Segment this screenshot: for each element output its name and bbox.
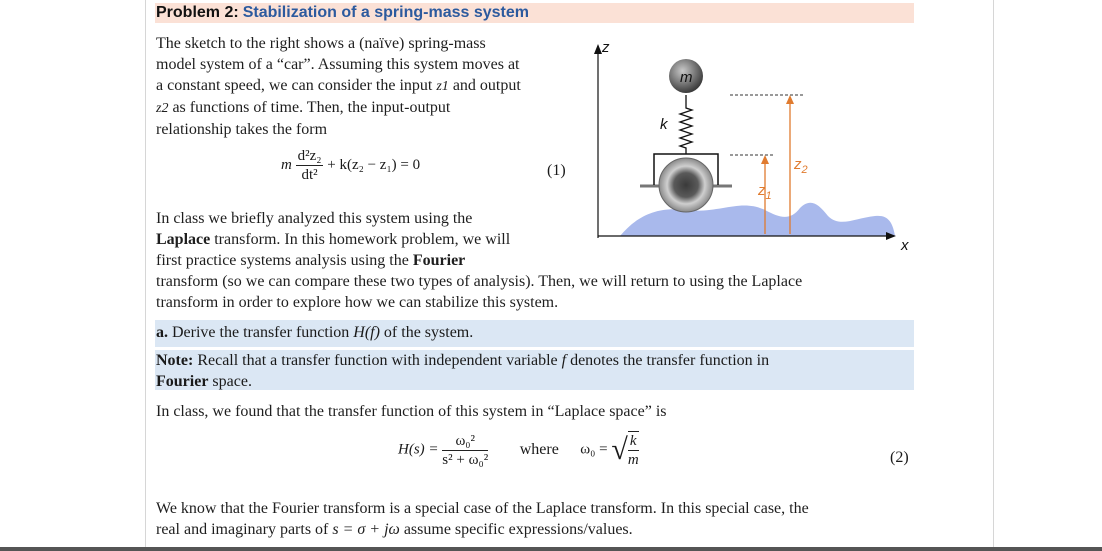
road-surface [620,203,895,236]
problem-number: Problem 2: [156,4,239,21]
z2-arrowhead-icon [786,95,794,104]
note-box [155,350,914,390]
z1-label: $z_1$ [758,182,772,202]
eq2-sqrt-fraction: $\frac{k}{m}$ [627,433,639,468]
right-page-edge [993,0,994,551]
intro-line: model system of a “car”. Assuming this system moves at [156,56,520,73]
var-z1: z1 [436,79,449,94]
eq1-mass: m [281,156,292,173]
eq2-where: where [519,441,559,458]
equation-2-number: (2) [890,449,909,466]
intro-line: The sketch to the right shows a (naïve) spring-mass [156,35,486,52]
part-a-box [155,320,914,347]
window-bottom-edge [0,547,1102,551]
spring-mass-diagram [590,38,910,253]
class-paragraph-cont: transform (so we can compare these two types of analysis). Then, we will return to using the Laplace transform in order to explore how we can stabilize this system. [156,273,803,311]
eq2-fraction: $\frac{\text{ω₀²}}{\text{s² + ω₀²}}$ [442,432,489,468]
z1-arrowhead-icon [761,155,769,164]
eq2-omega: ω₀ = [580,441,608,458]
spring-icon [680,95,692,154]
problem-title: Stabilization of a spring-mass system [242,4,529,21]
eq1-derivative: $\frac{\text{d²z₂}}{\text{dt²}}$ [297,148,322,183]
eq2-lhs: H(s) = [398,441,439,458]
class-paragraph: In class we briefly analyzed this system using the Laplace transform. In this homework problem, we will first practice systems analysis using the Fourier [156,210,511,269]
intro-line: z2 as functions of time. Then, the input-output [156,99,451,116]
spring-mass-figure [590,38,910,253]
z-axis-label: z [602,39,610,56]
know-paragraph: We know that the Fourier transform is a special case of the Laplace transform. In this special case, the real and imaginary parts of s = σ + jω assume specific expressions/values. [156,500,809,538]
equation-1-number: (1) [547,162,566,179]
equation-1 [281,147,581,197]
var-z2: z2 [156,101,169,116]
x-axis-label: x [901,237,909,253]
intro-line: relationship takes the form [156,121,328,138]
spring-label: k [660,116,668,133]
intro-paragraph [156,33,596,140]
z2-label: $z_2$ [794,156,808,176]
eq1-rest: + k(z₂ − z₁) = 0 [327,156,421,173]
z-arrowhead-icon [594,44,602,54]
mass-label: m [680,69,693,86]
problem-header [155,3,914,23]
sqrt-symbol-icon: √ [611,433,628,466]
left-page-edge [145,0,146,551]
wheel-icon [659,158,713,212]
equation-2 [398,431,639,481]
intro-line: a constant speed, we can consider the input z1 and output [156,77,521,94]
found-text: In class, we found that the transfer function of this system in “Laplace space” is [156,403,667,420]
part-a-text: a. Derive the transfer function H(f) of the system. [156,324,474,341]
note-text: Note: Recall that a transfer function with independent variable f denotes the transfer function in Fourier space. [156,352,770,390]
